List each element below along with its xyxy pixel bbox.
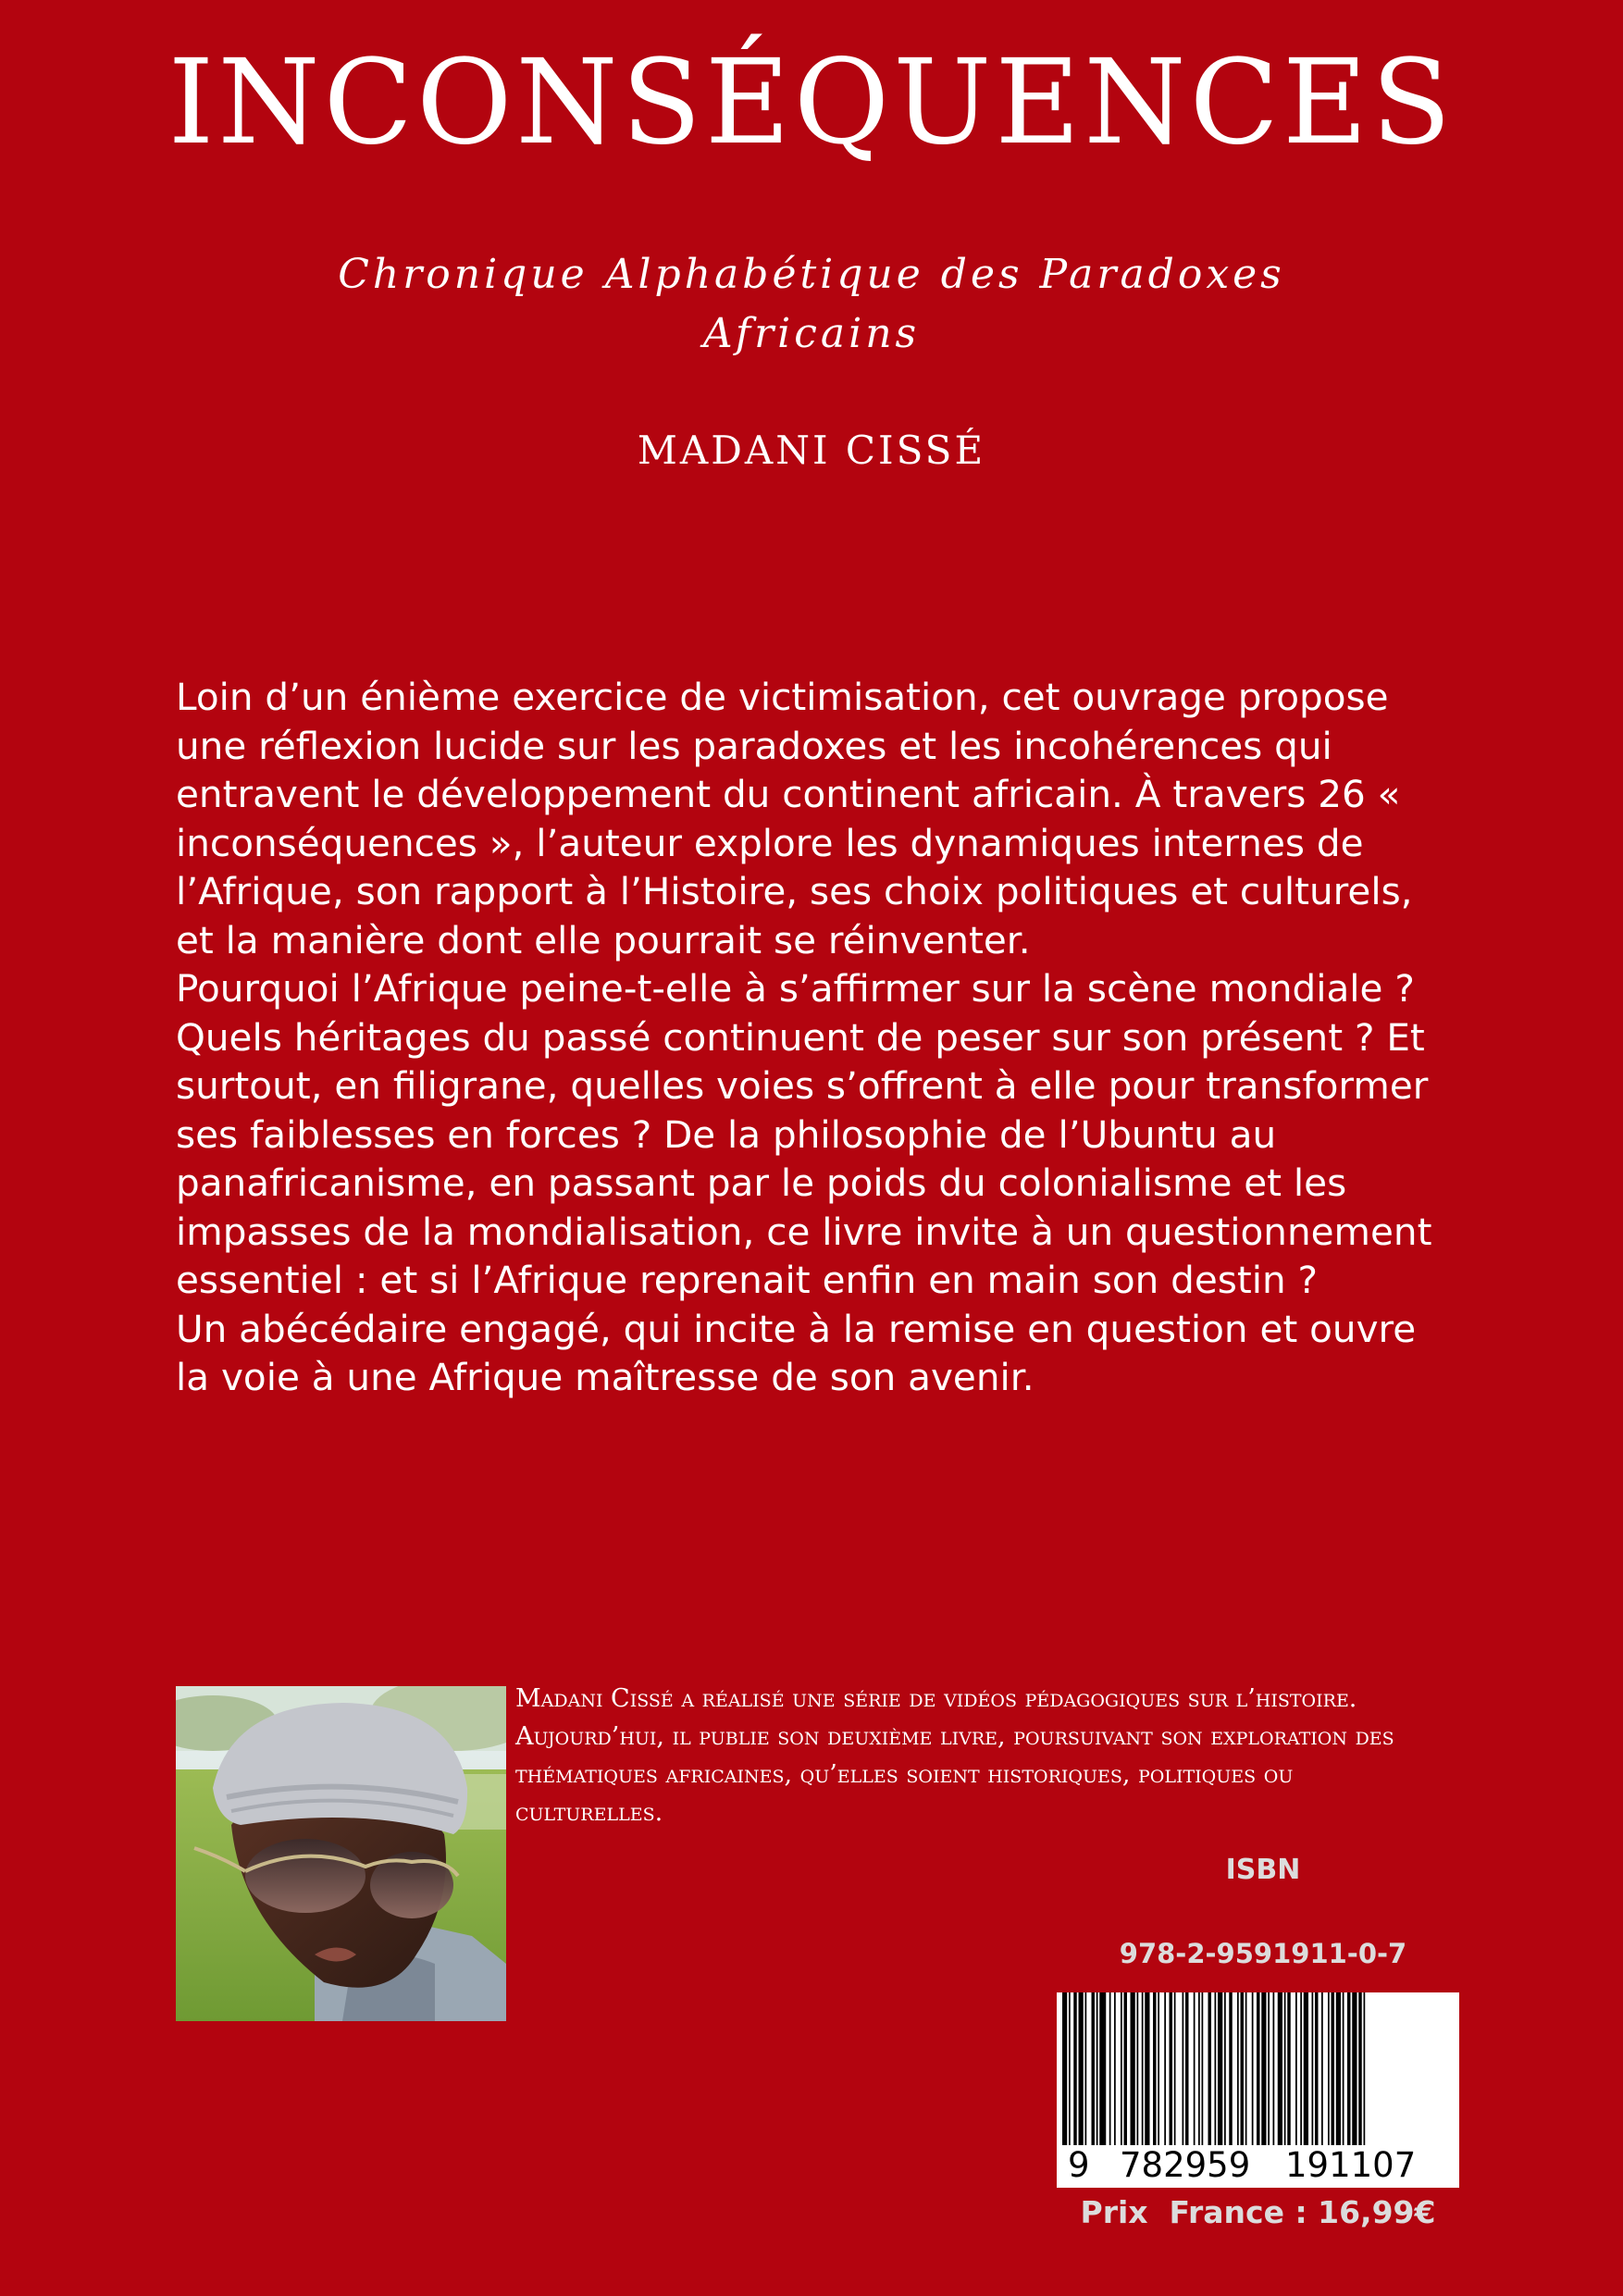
author-name: MADANI CISSÉ	[637, 428, 986, 473]
book-subtitle	[256, 245, 1367, 364]
barcode-bar	[1096, 1992, 1098, 2145]
barcode-bar	[1202, 1992, 1204, 2145]
barcode-digits-left: 782959	[1120, 2145, 1251, 2185]
barcode-bar	[1312, 1992, 1314, 2145]
barcode-bar	[1121, 1992, 1122, 2145]
barcode-bar	[1352, 1992, 1357, 2145]
barcode-bar	[1137, 1992, 1139, 2145]
back-cover-blurb	[176, 673, 1453, 1402]
barcode-bar	[1315, 1992, 1319, 2145]
isbn-barcode	[1057, 1992, 1459, 2188]
barcode-bar	[1284, 1992, 1286, 2145]
barcode-bar	[1347, 1992, 1351, 2145]
barcode-bar	[1328, 1992, 1330, 2145]
barcode-bar	[1142, 1992, 1144, 2145]
barcode-bar	[1208, 1992, 1212, 2145]
barcode-bar	[1241, 1992, 1245, 2145]
subtitle-line-2: Africains	[702, 310, 921, 357]
barcode-bar	[1131, 1992, 1135, 2145]
barcode-bar	[1245, 1992, 1247, 2145]
isbn-label: ISBN	[1225, 1854, 1301, 1886]
barcode-bar	[1085, 1992, 1087, 2145]
barcode-bar	[1364, 1992, 1366, 2145]
barcode-bar	[1278, 1992, 1282, 2145]
barcode-bar	[1185, 1992, 1189, 2145]
barcode-bar	[1079, 1992, 1084, 2145]
subtitle-line-1: Chronique Alphabétique des Paradoxes	[338, 251, 1285, 298]
barcode-bar	[1273, 1992, 1275, 2145]
barcode-bar	[1229, 1992, 1233, 2145]
barcode-bar	[1261, 1992, 1266, 2145]
barcode-bar	[1343, 1992, 1344, 2145]
barcode-bar	[1257, 1992, 1260, 2145]
author-photo	[176, 1686, 506, 2021]
barcode-bar	[1304, 1992, 1308, 2145]
blurb-paragraph-1: Loin d’un énième exercice de victimisation, cet ouvrage propose une réflexion lucide sur les paradoxes et les incohérences qui entravent le développement du continent africain. À travers 26 « inconséquences », l’auteur explore les dynamiques internes de l’Afrique, son rapport à l’Histoire, ses choix politiques et culturels, et la manière dont elle pourrait se réinventer.	[176, 675, 1413, 962]
barcode-bar	[1109, 1992, 1111, 2145]
barcode-bar	[1237, 1992, 1239, 2145]
barcode-bar	[1224, 1992, 1226, 2145]
barcode-bar	[1158, 1992, 1159, 2145]
barcode-bar	[1073, 1992, 1077, 2145]
barcode-bar	[1174, 1992, 1176, 2145]
isbn-number: 978-2-9591911-0-7	[1119, 1938, 1407, 1969]
barcode-bars	[1057, 1992, 1459, 2145]
barcode-bar	[1295, 1992, 1297, 2145]
barcode-bar	[1062, 1992, 1067, 2145]
barcode-bar	[1183, 1992, 1184, 2145]
barcode-digits-right: 191107	[1285, 2145, 1417, 2185]
blurb-paragraph-3: Un abécédaire engagé, qui incite à la remise en question et ouvre la voie à une Afrique maîtresse de son avenir.	[176, 1306, 1417, 1399]
barcode-bar	[1092, 1992, 1096, 2145]
author-bio: Madani Cissé a réalisé une série de vidéos pédagogiques sur l’histoire. Aujourd’hui, il publie son deuxième livre, poursuivant son exploration des thématiques africaines, qu’elles soient historiques, politiques ou culturelles.	[515, 1684, 1394, 1827]
barcode-bar	[1218, 1992, 1222, 2145]
barcode-bar	[1358, 1992, 1362, 2145]
barcode-bar	[1332, 1992, 1335, 2145]
barcode-bar	[1215, 1992, 1217, 2145]
barcode-bar	[1198, 1992, 1200, 2145]
blurb-paragraph-2: Pourquoi l’Afrique peine-t-elle à s’affirmer sur la scène mondiale ? Quels héritages du passé continuent de peser sur son présent ? Et surtout, en filigrane, quelles voies s’offrent à elle pour transformer ses faiblesses en forces ? De la philosophie de l’Ubuntu au panafricanisme, en passant par le poids du colonialisme et les impasses de la mondialisation, ce livre invite à un questionnement essentiel : et si l’Afrique reprenait enfin en main son destin ?	[176, 966, 1432, 1302]
barcode-bar	[1300, 1992, 1302, 2145]
barcode-bar	[1124, 1992, 1128, 2145]
barcode-bar	[1194, 1992, 1196, 2145]
barcode-bar	[1170, 1992, 1173, 2145]
barcode-bar	[1153, 1992, 1157, 2145]
barcode-bar	[1336, 1992, 1341, 2145]
barcode-bar	[1287, 1992, 1291, 2145]
barcode-bar	[1321, 1992, 1323, 2145]
barcode-bar	[1252, 1992, 1254, 2145]
book-title: INCONSÉQUENCES	[167, 34, 1456, 170]
price-label: Prix France : 16,99€	[1080, 2194, 1436, 2230]
barcode-bar	[1114, 1992, 1116, 2145]
barcode-bar	[1069, 1992, 1071, 2145]
barcode-bar	[1145, 1992, 1149, 2145]
barcode-bar	[1164, 1992, 1166, 2145]
barcode-bar	[1268, 1992, 1270, 2145]
barcode-digit-first: 9	[1068, 2145, 1090, 2185]
barcode-bar	[1099, 1992, 1106, 2145]
